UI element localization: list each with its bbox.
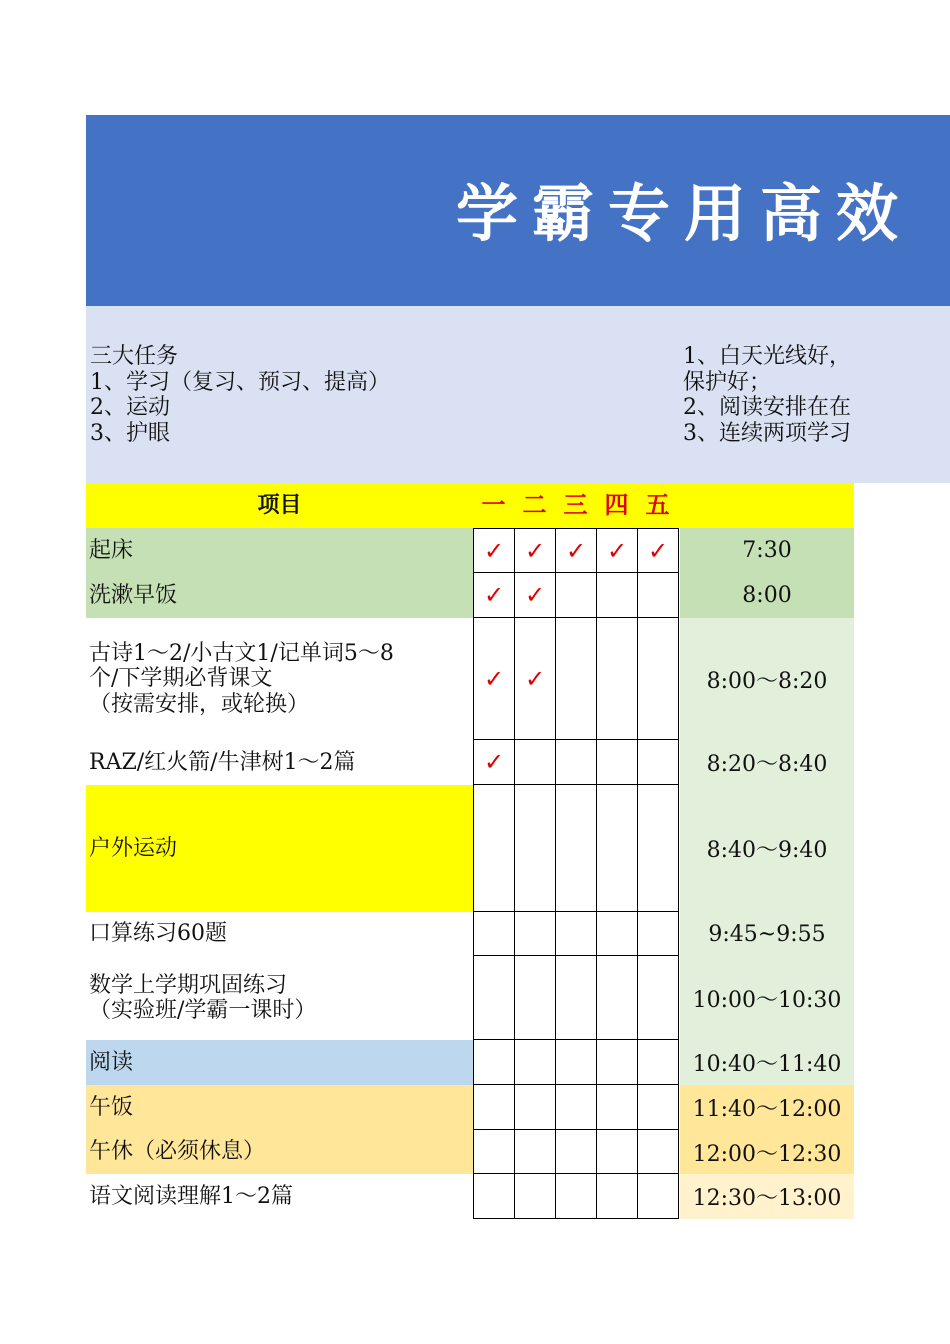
- row-time: 8:00: [680, 573, 854, 618]
- row-item-line: （按需安排，或轮换）: [89, 691, 310, 717]
- notes-line: 三大任务: [90, 344, 179, 369]
- day-check-cell[interactable]: [637, 1085, 679, 1130]
- page-title: 学霸专用高效: [456, 177, 913, 250]
- day-check-cell[interactable]: [596, 1174, 637, 1219]
- day-check-cell[interactable]: [473, 740, 514, 785]
- row-item-name: [86, 618, 473, 740]
- day-check-cell[interactable]: [555, 912, 596, 956]
- day-check-cell[interactable]: [473, 1085, 514, 1130]
- row-item-name: [86, 912, 473, 956]
- row-time: 12:00～12:30: [680, 1130, 854, 1174]
- day-check-cell[interactable]: [473, 1130, 514, 1174]
- row-item-line: 洗漱早饭: [89, 582, 178, 608]
- row-item-name: [86, 528, 473, 573]
- row-time: 10:40～11:40: [680, 1040, 854, 1085]
- check-mark-icon: ✓: [524, 664, 546, 693]
- notes-tasks: [90, 344, 390, 446]
- day-check-cell[interactable]: [637, 912, 679, 956]
- table-row: [86, 740, 854, 785]
- check-mark-icon: ✓: [483, 748, 505, 776]
- title-banner: [86, 115, 950, 306]
- header-day-4: 四: [604, 491, 629, 519]
- row-time: 9:45~9:55: [680, 912, 854, 956]
- day-check-cell[interactable]: [473, 618, 514, 740]
- row-item-name: [86, 785, 473, 912]
- day-check-cell[interactable]: [473, 528, 514, 573]
- table-row: [86, 785, 854, 912]
- day-check-cell[interactable]: [637, 528, 679, 573]
- day-check-cell[interactable]: [514, 912, 555, 956]
- day-check-cell[interactable]: [596, 1130, 637, 1174]
- row-time: 11:40～12:00: [680, 1085, 854, 1130]
- check-mark-icon: ✓: [524, 581, 546, 609]
- row-time: 8:00～8:20: [680, 618, 854, 740]
- day-check-cell[interactable]: [473, 956, 514, 1040]
- day-check-cell[interactable]: [473, 912, 514, 956]
- day-check-cell[interactable]: [473, 1040, 514, 1085]
- table-row: [86, 1130, 854, 1174]
- day-check-cell[interactable]: [596, 528, 637, 573]
- day-check-cell[interactable]: [596, 1040, 637, 1085]
- table-row: [86, 1174, 854, 1219]
- row-item-line: 午饭: [89, 1094, 134, 1120]
- row-item-name: [86, 740, 473, 785]
- notes-line: 1、白天光线好，: [683, 344, 851, 369]
- day-check-cell[interactable]: [637, 956, 679, 1040]
- row-time: 8:20～8:40: [680, 740, 854, 785]
- row-item-name: [86, 956, 473, 1040]
- notes-tips: [683, 344, 851, 446]
- day-check-cell[interactable]: [637, 1174, 679, 1219]
- row-item-line: 户外运动: [89, 835, 178, 861]
- header-item-label: 项目: [257, 493, 302, 518]
- check-mark-icon: ✓: [524, 536, 546, 565]
- day-check-cell[interactable]: [555, 618, 596, 740]
- row-item-line: 起床: [89, 537, 134, 563]
- row-item-name: [86, 1130, 473, 1174]
- notes-line: 3、连续两项学习: [683, 420, 851, 446]
- day-check-cell[interactable]: [596, 573, 637, 618]
- notes-line: 2、运动: [90, 395, 170, 420]
- day-check-cell[interactable]: [514, 1130, 555, 1174]
- day-check-cell[interactable]: [637, 1040, 679, 1085]
- table-row: [86, 912, 854, 956]
- row-item-line: 午休（必须休息）: [89, 1139, 266, 1165]
- day-check-cell[interactable]: [514, 1174, 555, 1219]
- table-row: [86, 528, 854, 573]
- table-row: [86, 956, 854, 1040]
- row-item-line: 语文阅读理解1～2篇: [89, 1183, 293, 1209]
- header-day-3: 三: [563, 491, 588, 519]
- table-row: [86, 573, 854, 618]
- day-check-cell[interactable]: [514, 956, 555, 1040]
- check-mark-icon: ✓: [483, 664, 505, 693]
- day-check-cell[interactable]: [555, 1174, 596, 1219]
- header-day-2: 二: [522, 491, 547, 519]
- table-row: [86, 1040, 854, 1085]
- day-check-cell[interactable]: [473, 573, 514, 618]
- row-item-name: [86, 1174, 473, 1219]
- day-check-cell[interactable]: [514, 785, 555, 912]
- day-check-cell[interactable]: [596, 1085, 637, 1130]
- day-check-cell[interactable]: [637, 740, 679, 785]
- row-item-line: 阅读: [89, 1049, 134, 1075]
- table-header: [86, 483, 854, 528]
- notes-panel: [86, 306, 950, 483]
- day-check-cell[interactable]: [514, 618, 555, 740]
- day-check-cell[interactable]: [637, 573, 679, 618]
- notes-line: 3、护眼: [90, 420, 170, 446]
- day-check-cell[interactable]: [555, 528, 596, 573]
- day-check-cell[interactable]: [555, 1040, 596, 1085]
- day-check-cell[interactable]: [637, 618, 679, 740]
- header-day-1: 一: [481, 491, 506, 519]
- row-item-line: 个/下学期必背课文: [89, 666, 273, 692]
- day-check-cell[interactable]: [514, 573, 555, 618]
- day-check-cell[interactable]: [555, 1130, 596, 1174]
- row-time: 10:00～10:30: [680, 956, 854, 1040]
- day-check-cell[interactable]: [555, 1085, 596, 1130]
- day-check-cell[interactable]: [637, 785, 679, 912]
- day-check-cell[interactable]: [514, 1085, 555, 1130]
- check-mark-icon: ✓: [606, 536, 628, 565]
- row-time: 12:30～13:00: [680, 1174, 854, 1219]
- day-check-cell[interactable]: [514, 740, 555, 785]
- row-item-line: 数学上学期巩固练习: [89, 972, 288, 998]
- day-check-cell[interactable]: [555, 740, 596, 785]
- check-mark-icon: ✓: [647, 536, 669, 565]
- notes-line: 2、阅读安排在在: [683, 395, 851, 420]
- day-check-cell[interactable]: [555, 956, 596, 1040]
- header-day-5: 五: [645, 491, 670, 519]
- row-item-name: [86, 573, 473, 618]
- day-check-cell[interactable]: [596, 912, 637, 956]
- row-item-line: （实验班/学霸一课时）: [89, 998, 317, 1023]
- row-time: 7:30: [680, 528, 854, 573]
- day-check-cell[interactable]: [596, 618, 637, 740]
- day-check-cell[interactable]: [596, 785, 637, 912]
- notes-line: 1、学习（复习、预习、提高）: [90, 369, 390, 395]
- day-check-cell[interactable]: [555, 573, 596, 618]
- row-item-line: RAZ/红火箭/牛津树1～2篇: [89, 749, 356, 775]
- day-check-cell[interactable]: [637, 1130, 679, 1174]
- day-check-cell[interactable]: [514, 1040, 555, 1085]
- day-check-cell[interactable]: [473, 1174, 514, 1219]
- check-mark-icon: ✓: [483, 581, 505, 609]
- day-check-cell[interactable]: [473, 785, 514, 912]
- row-item-name: [86, 1040, 473, 1085]
- day-check-cell[interactable]: [596, 740, 637, 785]
- day-check-cell[interactable]: [596, 956, 637, 1040]
- day-check-cell[interactable]: [514, 528, 555, 573]
- check-mark-icon: ✓: [483, 536, 505, 565]
- row-item-name: [86, 1085, 473, 1130]
- day-check-cell[interactable]: [555, 785, 596, 912]
- row-item-line: 口算练习60题: [89, 921, 227, 947]
- table-row: [86, 618, 854, 740]
- notes-line: 保护好；: [683, 369, 772, 395]
- row-time: 8:40～9:40: [680, 785, 854, 912]
- row-item-line: 古诗1～2/小古文1/记单词5～8: [89, 640, 394, 666]
- check-mark-icon: ✓: [565, 536, 587, 565]
- table-row: [86, 1085, 854, 1130]
